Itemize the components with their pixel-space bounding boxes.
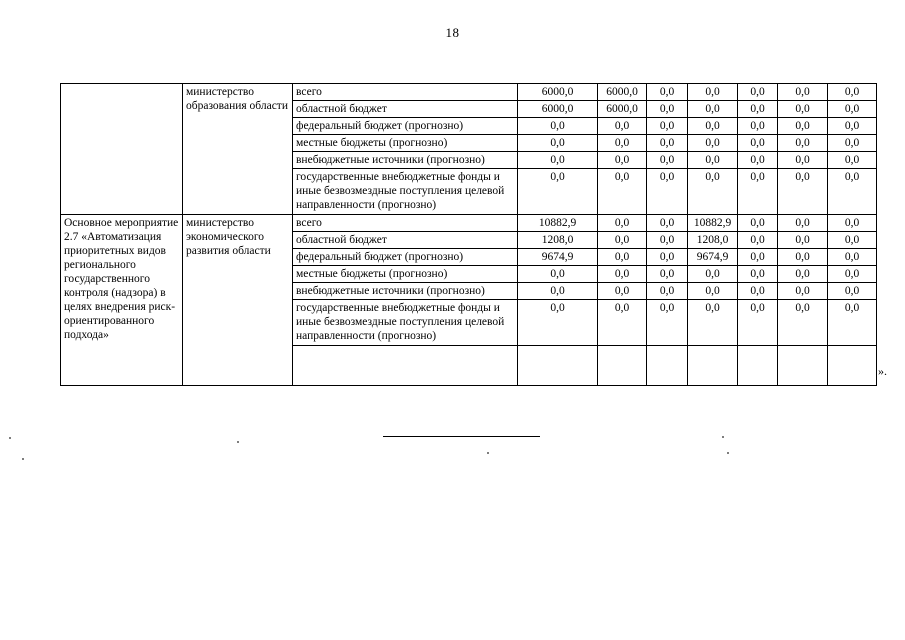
value-cell: 0,0 — [778, 101, 828, 118]
value-cell: 0,0 — [828, 215, 877, 232]
value-cell: 0,0 — [828, 283, 877, 300]
value-cell: 0,0 — [647, 169, 688, 215]
scan-speck — [22, 458, 24, 460]
value-cell: 0,0 — [647, 152, 688, 169]
scan-speck — [237, 441, 239, 443]
value-cell: 0,0 — [738, 300, 778, 346]
value-cell: 0,0 — [647, 101, 688, 118]
value-cell: 0,0 — [738, 84, 778, 101]
value-cell: 10882,9 — [688, 215, 738, 232]
budget-type-cell: областной бюджет — [293, 101, 518, 118]
value-cell: 0,0 — [598, 249, 647, 266]
value-cell: 0,0 — [598, 266, 647, 283]
value-cell: 0,0 — [778, 300, 828, 346]
value-cell: 0,0 — [778, 84, 828, 101]
value-cell: 0,0 — [647, 232, 688, 249]
value-cell: 0,0 — [738, 232, 778, 249]
page-number: 18 — [445, 25, 460, 40]
value-cell: 9674,9 — [518, 249, 598, 266]
value-cell: 1208,0 — [688, 232, 738, 249]
value-cell: 0,0 — [518, 135, 598, 152]
value-cell — [598, 346, 647, 386]
budget-type-cell: внебюджетные источники (прогнозно) — [293, 283, 518, 300]
value-cell: 0,0 — [518, 118, 598, 135]
value-cell: 0,0 — [778, 118, 828, 135]
value-cell: 0,0 — [518, 152, 598, 169]
value-cell: 0,0 — [518, 266, 598, 283]
measure-cell — [61, 84, 183, 215]
value-cell: 0,0 — [828, 232, 877, 249]
budget-type-cell: федеральный бюджет (прогнозно) — [293, 118, 518, 135]
value-cell: 0,0 — [778, 169, 828, 215]
value-cell: 0,0 — [598, 283, 647, 300]
scan-speck — [727, 452, 729, 454]
value-cell: 0,0 — [647, 266, 688, 283]
value-cell: 0,0 — [688, 101, 738, 118]
ministry-cell: министерство экономического развития области — [183, 215, 293, 386]
budget-type-cell — [293, 346, 518, 386]
value-cell — [688, 346, 738, 386]
budget-type-cell: всего — [293, 215, 518, 232]
value-cell: 0,0 — [688, 118, 738, 135]
footnote-divider — [383, 436, 540, 437]
table-row — [61, 84, 877, 101]
value-cell: 0,0 — [598, 300, 647, 346]
value-cell: 0,0 — [828, 118, 877, 135]
value-cell: 0,0 — [828, 169, 877, 215]
value-cell: 0,0 — [598, 169, 647, 215]
closing-quote-mark: ». — [878, 364, 887, 378]
budget-type-cell: государственные внебюджетные фонды и иные безвозмездные поступления целевой направленности (прогнозно) — [293, 169, 518, 215]
value-cell — [518, 346, 598, 386]
scan-speck — [487, 452, 489, 454]
value-cell: 0,0 — [828, 249, 877, 266]
scan-speck — [722, 436, 724, 438]
value-cell: 0,0 — [647, 118, 688, 135]
budget-type-cell: всего — [293, 84, 518, 101]
value-cell: 6000,0 — [598, 84, 647, 101]
budget-type-cell: внебюджетные источники (прогнозно) — [293, 152, 518, 169]
value-cell: 0,0 — [647, 84, 688, 101]
value-cell: 0,0 — [778, 152, 828, 169]
value-cell: 0,0 — [647, 215, 688, 232]
value-cell: 9674,9 — [688, 249, 738, 266]
value-cell: 0,0 — [828, 101, 877, 118]
value-cell: 0,0 — [778, 135, 828, 152]
value-cell: 0,0 — [688, 266, 738, 283]
value-cell — [738, 346, 778, 386]
value-cell: 1208,0 — [518, 232, 598, 249]
value-cell: 0,0 — [688, 300, 738, 346]
value-cell: 0,0 — [738, 215, 778, 232]
value-cell: 0,0 — [598, 118, 647, 135]
budget-type-cell: местные бюджеты (прогнозно) — [293, 135, 518, 152]
value-cell: 0,0 — [738, 152, 778, 169]
value-cell: 0,0 — [647, 249, 688, 266]
value-cell: 0,0 — [518, 300, 598, 346]
value-cell: 0,0 — [647, 300, 688, 346]
value-cell: 6000,0 — [598, 101, 647, 118]
budget-table — [60, 83, 877, 386]
value-cell: 0,0 — [598, 135, 647, 152]
value-cell: 0,0 — [828, 152, 877, 169]
ministry-cell: министерство образования области — [183, 84, 293, 215]
value-cell: 10882,9 — [518, 215, 598, 232]
measure-cell: Основное мероприятие 2.7 «Автоматизация приоритетных видов регионального государственного контроля (надзора) в целях внедрения риск-ориентированного подхода» — [61, 215, 183, 386]
value-cell: 0,0 — [738, 135, 778, 152]
value-cell: 0,0 — [688, 152, 738, 169]
value-cell: 0,0 — [518, 169, 598, 215]
value-cell: 0,0 — [828, 135, 877, 152]
value-cell: 0,0 — [738, 283, 778, 300]
value-cell: 0,0 — [828, 266, 877, 283]
value-cell: 0,0 — [778, 249, 828, 266]
value-cell: 0,0 — [778, 232, 828, 249]
value-cell: 0,0 — [518, 283, 598, 300]
value-cell: 0,0 — [828, 84, 877, 101]
value-cell: 6000,0 — [518, 84, 598, 101]
value-cell: 0,0 — [738, 118, 778, 135]
table-row — [61, 215, 877, 232]
scan-speck — [9, 437, 11, 439]
budget-type-cell: местные бюджеты (прогнозно) — [293, 266, 518, 283]
budget-type-cell: областной бюджет — [293, 232, 518, 249]
value-cell — [778, 346, 828, 386]
value-cell: 0,0 — [738, 249, 778, 266]
budget-type-cell: федеральный бюджет (прогнозно) — [293, 249, 518, 266]
value-cell: 0,0 — [598, 232, 647, 249]
value-cell: 0,0 — [778, 283, 828, 300]
value-cell: 0,0 — [598, 152, 647, 169]
value-cell: 0,0 — [688, 135, 738, 152]
value-cell: 6000,0 — [518, 101, 598, 118]
value-cell — [647, 346, 688, 386]
value-cell: 0,0 — [828, 300, 877, 346]
value-cell: 0,0 — [647, 283, 688, 300]
value-cell: 0,0 — [688, 283, 738, 300]
value-cell: 0,0 — [738, 266, 778, 283]
value-cell: 0,0 — [738, 101, 778, 118]
value-cell: 0,0 — [688, 169, 738, 215]
value-cell: 0,0 — [688, 84, 738, 101]
value-cell: 0,0 — [647, 135, 688, 152]
value-cell: 0,0 — [778, 215, 828, 232]
value-cell — [828, 346, 877, 386]
value-cell: 0,0 — [738, 169, 778, 215]
value-cell: 0,0 — [598, 215, 647, 232]
value-cell: 0,0 — [778, 266, 828, 283]
budget-type-cell: государственные внебюджетные фонды и иные безвозмездные поступления целевой направленности (прогнозно) — [293, 300, 518, 346]
